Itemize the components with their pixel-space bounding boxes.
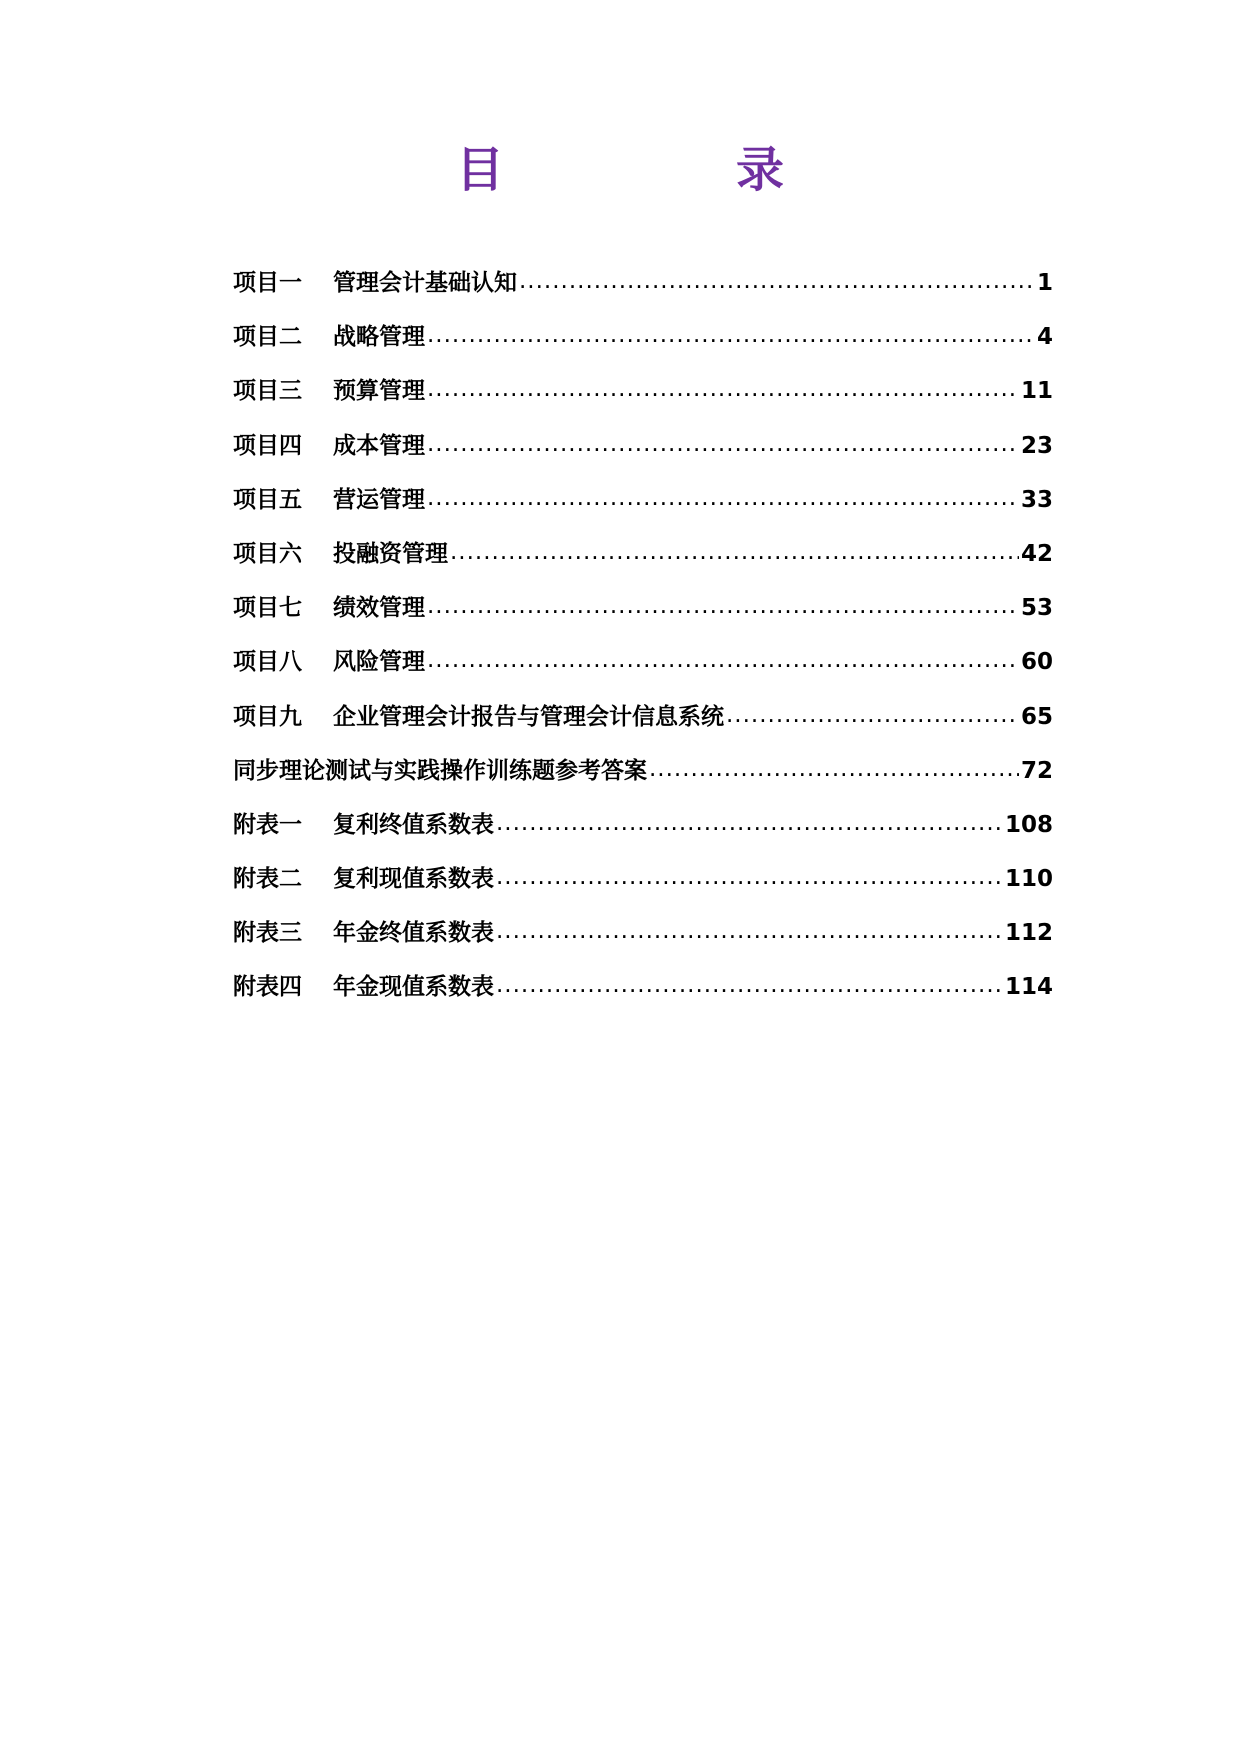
toc-entry[interactable] [233, 861, 1053, 915]
toc-entry-label: 附表三 [233, 920, 302, 947]
toc-entry-page: 110 [1004, 866, 1053, 893]
toc-dot-leader [496, 913, 1003, 949]
toc-dot-leader [427, 371, 1019, 407]
toc-title: 目 录 [455, 142, 876, 198]
toc-entry-page: 112 [1004, 920, 1053, 947]
toc-entry-page: 65 [1020, 703, 1053, 730]
toc-entry-page: 114 [1004, 974, 1053, 1001]
toc-entry-label: 项目三 [233, 378, 302, 405]
toc-entry[interactable] [233, 482, 1053, 536]
toc-entry-title: 同步理论测试与实践操作训练题参考答案 [233, 757, 647, 784]
toc-entry[interactable] [233, 265, 1053, 319]
toc-entry[interactable] [233, 915, 1053, 969]
toc-dot-leader [496, 805, 1003, 841]
toc-entry-title: 年金现值系数表 [333, 974, 494, 1001]
toc-dot-leader [427, 317, 1035, 353]
toc-entry-label: 项目二 [233, 324, 302, 351]
toc-entry[interactable] [233, 428, 1053, 482]
toc-entry[interactable] [233, 319, 1053, 373]
toc-entry-label: 项目五 [233, 486, 302, 513]
toc-entry-title: 战略管理 [333, 324, 425, 351]
toc-entry[interactable] [233, 969, 1053, 1023]
toc-dot-leader [649, 751, 1019, 787]
toc-entry-title: 企业管理会计报告与管理会计信息系统 [333, 703, 724, 730]
toc-entry-title: 预算管理 [333, 378, 425, 405]
toc-entry-label: 项目六 [233, 540, 302, 567]
toc-entry-label: 项目四 [233, 432, 302, 459]
toc-dot-leader [496, 967, 1003, 1003]
toc-dot-leader [427, 426, 1019, 462]
toc-entry-label: 项目七 [233, 595, 302, 622]
toc-entry-page: 53 [1020, 595, 1053, 622]
toc-entry-label: 项目九 [233, 703, 302, 730]
toc-entry[interactable] [233, 753, 1053, 807]
toc-entry-page: 33 [1020, 486, 1053, 513]
toc-dot-leader [427, 588, 1019, 624]
toc-dot-leader [427, 480, 1019, 516]
toc-entry-page: 23 [1020, 432, 1053, 459]
toc-entry-page: 4 [1036, 324, 1053, 351]
toc-entry[interactable] [233, 644, 1053, 698]
toc-dot-leader [450, 534, 1019, 570]
toc-entry-page: 60 [1020, 649, 1053, 676]
toc-entry-title: 复利终值系数表 [333, 811, 494, 838]
toc-entry-label: 项目八 [233, 649, 302, 676]
toc-entry-title: 年金终值系数表 [333, 920, 494, 947]
toc-entry-label: 附表四 [233, 974, 302, 1001]
toc-entry-page: 108 [1004, 811, 1053, 838]
toc-entry-title: 成本管理 [333, 432, 425, 459]
toc-entry-title: 投融资管理 [333, 540, 448, 567]
toc-entry[interactable] [233, 590, 1053, 644]
toc-entry-page: 42 [1020, 540, 1053, 567]
toc-entry[interactable] [233, 373, 1053, 427]
toc-list [233, 265, 1053, 1024]
toc-entry-label: 项目一 [233, 270, 302, 296]
toc-entry[interactable] [233, 699, 1053, 753]
toc-entry-label: 附表二 [233, 866, 302, 893]
toc-dot-leader [427, 642, 1019, 678]
toc-entry-title: 复利现值系数表 [333, 866, 494, 893]
toc-entry-page: 1 [1036, 270, 1053, 296]
toc-entry-title: 绩效管理 [333, 595, 425, 622]
toc-entry-title: 管理会计基础认知 [333, 270, 517, 296]
toc-dot-leader [496, 859, 1003, 895]
toc-entry[interactable] [233, 536, 1053, 590]
toc-entry-title: 营运管理 [333, 486, 425, 513]
toc-entry[interactable] [233, 807, 1053, 861]
toc-dot-leader [519, 263, 1035, 299]
toc-entry-page: 11 [1020, 378, 1053, 405]
toc-entry-title: 风险管理 [333, 649, 425, 676]
toc-dot-leader [726, 697, 1019, 733]
toc-entry-label: 附表一 [233, 811, 302, 838]
toc-entry-page: 72 [1020, 757, 1053, 784]
